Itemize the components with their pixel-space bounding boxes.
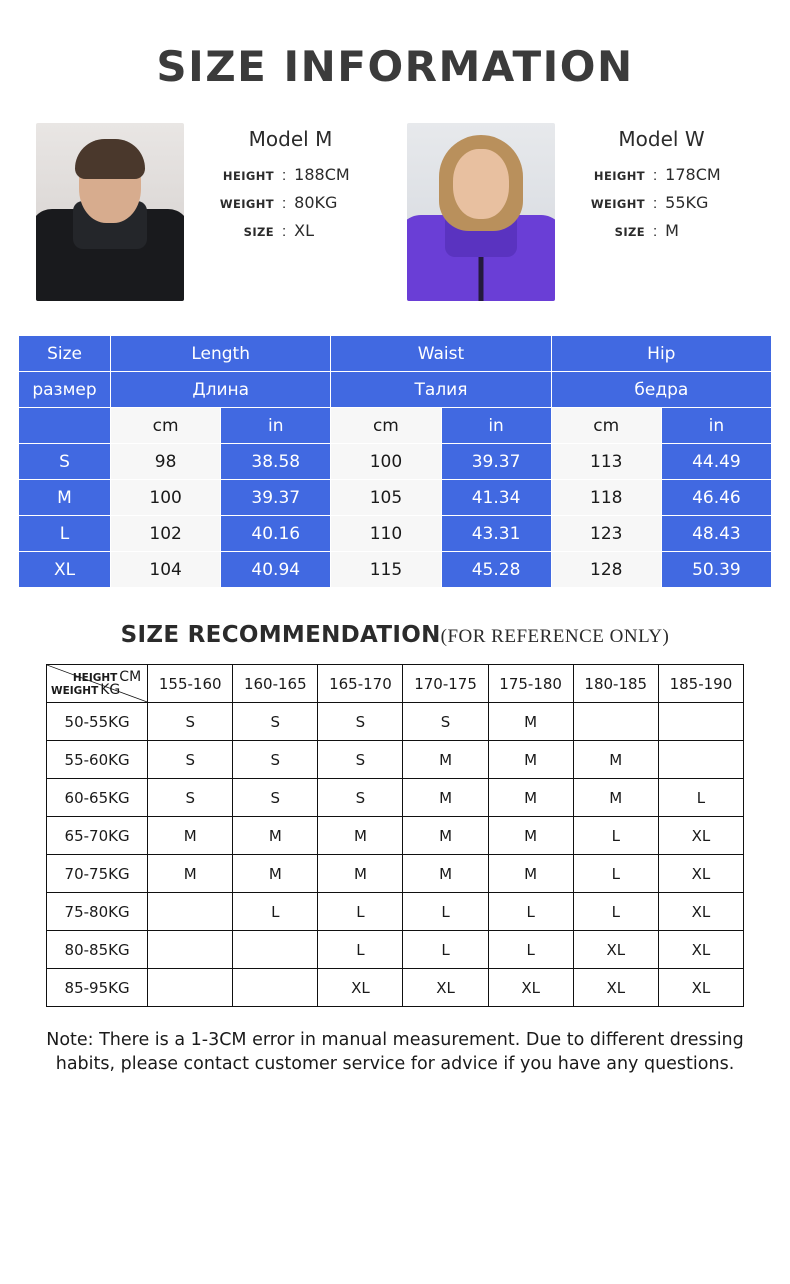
row-size: L — [19, 516, 111, 552]
row-size: XL — [19, 552, 111, 588]
model-w-name: Model W — [618, 127, 705, 151]
table-row — [47, 703, 744, 741]
header-hip-en: Hip — [551, 336, 771, 372]
height-col-header: 180-185 — [573, 665, 658, 703]
size-information-page — [0, 42, 790, 1284]
reco-cell: S — [233, 741, 318, 779]
reco-cell: S — [318, 779, 403, 817]
row-size: M — [19, 480, 111, 516]
table-row-group-ru — [19, 372, 772, 408]
page-title: SIZE INFORMATION — [156, 42, 634, 91]
reco-cell — [148, 931, 233, 969]
size-value: M — [665, 221, 679, 240]
height-value: 188CM — [294, 165, 350, 184]
weight-row-header: 65-70KG — [47, 817, 148, 855]
colon-separator: : — [282, 223, 287, 240]
female-model-photo — [407, 123, 555, 301]
reco-cell: M — [488, 855, 573, 893]
header-size-en: Size — [19, 336, 111, 372]
height-value: 178CM — [665, 165, 721, 184]
reco-cell: S — [403, 703, 488, 741]
height-col-header: 165-170 — [318, 665, 403, 703]
row-hip-cm: 123 — [551, 516, 661, 552]
weight-value: 80KG — [294, 193, 338, 212]
reco-cell: XL — [658, 855, 743, 893]
recommendation-title-main: SIZE RECOMMENDATION — [120, 622, 441, 648]
size-chart-section — [18, 335, 772, 588]
model-m-size-row — [198, 221, 383, 240]
model-m-height-row — [198, 165, 383, 184]
reco-cell — [658, 703, 743, 741]
reco-header-row — [47, 665, 744, 703]
reco-cell: XL — [573, 931, 658, 969]
reco-cell: XL — [658, 969, 743, 1007]
model-card-w — [407, 123, 754, 301]
weight-value: 55KG — [665, 193, 709, 212]
colon-separator: : — [282, 195, 287, 212]
row-length-cm: 102 — [111, 516, 221, 552]
reco-cell: L — [573, 817, 658, 855]
height-col-header: 175-180 — [488, 665, 573, 703]
row-hip-cm: 113 — [551, 444, 661, 480]
reco-cell: M — [488, 703, 573, 741]
colon-separator: : — [282, 167, 287, 184]
measurement-note: Note: There is a 1-3CM error in manual measurement. Due to different dressing habits, please contact customer service for advice if you have any questions. — [46, 1030, 744, 1074]
male-model-photo — [36, 123, 184, 301]
height-axis-label: HEIGHT CM — [72, 669, 142, 685]
reco-cell: L — [658, 779, 743, 817]
height-label: HEIGHT — [222, 169, 274, 183]
header-size-ru: размер — [19, 372, 111, 408]
models-section — [0, 123, 790, 301]
model-w-size-row — [569, 221, 754, 240]
recommendation-title — [0, 622, 790, 648]
unit-length-cm: cm — [111, 408, 221, 444]
reco-cell: M — [403, 741, 488, 779]
weight-label: WEIGHT — [219, 197, 274, 211]
weight-row-header: 60-65KG — [47, 779, 148, 817]
weight-label: WEIGHT — [590, 197, 645, 211]
header-length-en: Length — [111, 336, 331, 372]
size-label: SIZE — [243, 225, 274, 239]
weight-row-header: 75-80KG — [47, 893, 148, 931]
row-waist-cm: 105 — [331, 480, 441, 516]
table-row — [47, 893, 744, 931]
size-recommendation-table — [46, 664, 744, 1007]
row-size: S — [19, 444, 111, 480]
table-row — [47, 855, 744, 893]
size-label: SIZE — [614, 225, 645, 239]
header-length-ru: Длина — [111, 372, 331, 408]
row-hip-cm: 118 — [551, 480, 661, 516]
size-chart-table — [18, 335, 772, 588]
reco-cell: S — [233, 779, 318, 817]
row-length-in: 39.37 — [221, 480, 331, 516]
header-waist-ru: Талия — [331, 372, 551, 408]
row-hip-in: 50.39 — [661, 552, 771, 588]
unit-hip-in: in — [661, 408, 771, 444]
table-row — [19, 516, 772, 552]
reco-cell: M — [488, 779, 573, 817]
reco-cell: M — [488, 817, 573, 855]
row-waist-in: 45.28 — [441, 552, 551, 588]
reco-cell: S — [318, 741, 403, 779]
row-length-cm: 104 — [111, 552, 221, 588]
height-col-header: 170-175 — [403, 665, 488, 703]
reco-cell: XL — [658, 893, 743, 931]
weight-row-header: 70-75KG — [47, 855, 148, 893]
row-length-in: 38.58 — [221, 444, 331, 480]
reco-cell — [233, 969, 318, 1007]
model-m-info — [184, 123, 383, 249]
colon-separator: : — [653, 167, 658, 184]
header-hip-ru: бедра — [551, 372, 771, 408]
reco-cell: M — [233, 817, 318, 855]
weight-row-header: 50-55KG — [47, 703, 148, 741]
model-m-name: Model M — [248, 127, 333, 151]
row-waist-in: 41.34 — [441, 480, 551, 516]
table-row — [47, 741, 744, 779]
recommendation-title-note: (FOR REFERENCE ONLY) — [440, 626, 670, 647]
model-m-weight-row — [198, 193, 383, 212]
unit-waist-cm: cm — [331, 408, 441, 444]
reco-cell: M — [488, 741, 573, 779]
table-row-units — [19, 408, 772, 444]
size-value: XL — [294, 221, 315, 240]
reco-cell: S — [148, 741, 233, 779]
row-hip-in: 44.49 — [661, 444, 771, 480]
height-label: HEIGHT — [593, 169, 645, 183]
row-length-in: 40.94 — [221, 552, 331, 588]
reco-cell — [233, 931, 318, 969]
row-hip-in: 46.46 — [661, 480, 771, 516]
reco-cell: M — [573, 741, 658, 779]
reco-cell: L — [573, 893, 658, 931]
reco-cell: M — [318, 817, 403, 855]
reco-cell: XL — [573, 969, 658, 1007]
unit-hip-cm: cm — [551, 408, 661, 444]
reco-cell: S — [318, 703, 403, 741]
row-waist-cm: 115 — [331, 552, 441, 588]
reco-cell: L — [573, 855, 658, 893]
reco-cell: L — [233, 893, 318, 931]
reco-cell: S — [233, 703, 318, 741]
reco-cell: M — [233, 855, 318, 893]
reco-cell: L — [318, 931, 403, 969]
reco-cell: M — [318, 855, 403, 893]
reco-cell — [148, 893, 233, 931]
height-col-header: 160-165 — [233, 665, 318, 703]
axis-corner-cell — [47, 665, 148, 703]
unit-blank — [19, 408, 111, 444]
weight-row-header: 55-60KG — [47, 741, 148, 779]
reco-cell: L — [318, 893, 403, 931]
reco-cell: S — [148, 703, 233, 741]
table-row — [47, 931, 744, 969]
model-w-height-row — [569, 165, 754, 184]
row-waist-cm: 110 — [331, 516, 441, 552]
weight-axis-label: WEIGHT KG — [51, 682, 121, 698]
table-row — [47, 817, 744, 855]
reco-cell: XL — [318, 969, 403, 1007]
reco-cell: M — [148, 855, 233, 893]
reco-cell: M — [148, 817, 233, 855]
reco-cell: L — [488, 893, 573, 931]
model-w-info — [555, 123, 754, 249]
table-row-group-en — [19, 336, 772, 372]
model-card-m — [36, 123, 383, 301]
table-row — [47, 969, 744, 1007]
row-length-cm: 98 — [111, 444, 221, 480]
row-waist-cm: 100 — [331, 444, 441, 480]
reco-cell: M — [403, 817, 488, 855]
reco-cell: M — [403, 779, 488, 817]
row-waist-in: 39.37 — [441, 444, 551, 480]
height-col-header: 185-190 — [658, 665, 743, 703]
header-waist-en: Waist — [331, 336, 551, 372]
colon-separator: : — [653, 195, 658, 212]
reco-cell: L — [488, 931, 573, 969]
row-length-cm: 100 — [111, 480, 221, 516]
row-hip-in: 48.43 — [661, 516, 771, 552]
weight-row-header: 85-95KG — [47, 969, 148, 1007]
height-col-header: 155-160 — [148, 665, 233, 703]
recommendation-section — [46, 664, 744, 1007]
reco-cell: XL — [658, 931, 743, 969]
table-row — [19, 552, 772, 588]
reco-cell: M — [403, 855, 488, 893]
reco-cell: XL — [658, 817, 743, 855]
reco-cell: M — [573, 779, 658, 817]
row-waist-in: 43.31 — [441, 516, 551, 552]
reco-cell — [658, 741, 743, 779]
row-hip-cm: 128 — [551, 552, 661, 588]
table-row — [19, 480, 772, 516]
unit-length-in: in — [221, 408, 331, 444]
colon-separator: : — [653, 223, 658, 240]
row-length-in: 40.16 — [221, 516, 331, 552]
table-row — [19, 444, 772, 480]
model-w-weight-row — [569, 193, 754, 212]
reco-cell: L — [403, 893, 488, 931]
table-row — [47, 779, 744, 817]
unit-waist-in: in — [441, 408, 551, 444]
reco-cell: XL — [488, 969, 573, 1007]
reco-cell — [573, 703, 658, 741]
reco-cell: S — [148, 779, 233, 817]
weight-row-header: 80-85KG — [47, 931, 148, 969]
reco-cell: XL — [403, 969, 488, 1007]
reco-cell — [148, 969, 233, 1007]
reco-cell: L — [403, 931, 488, 969]
